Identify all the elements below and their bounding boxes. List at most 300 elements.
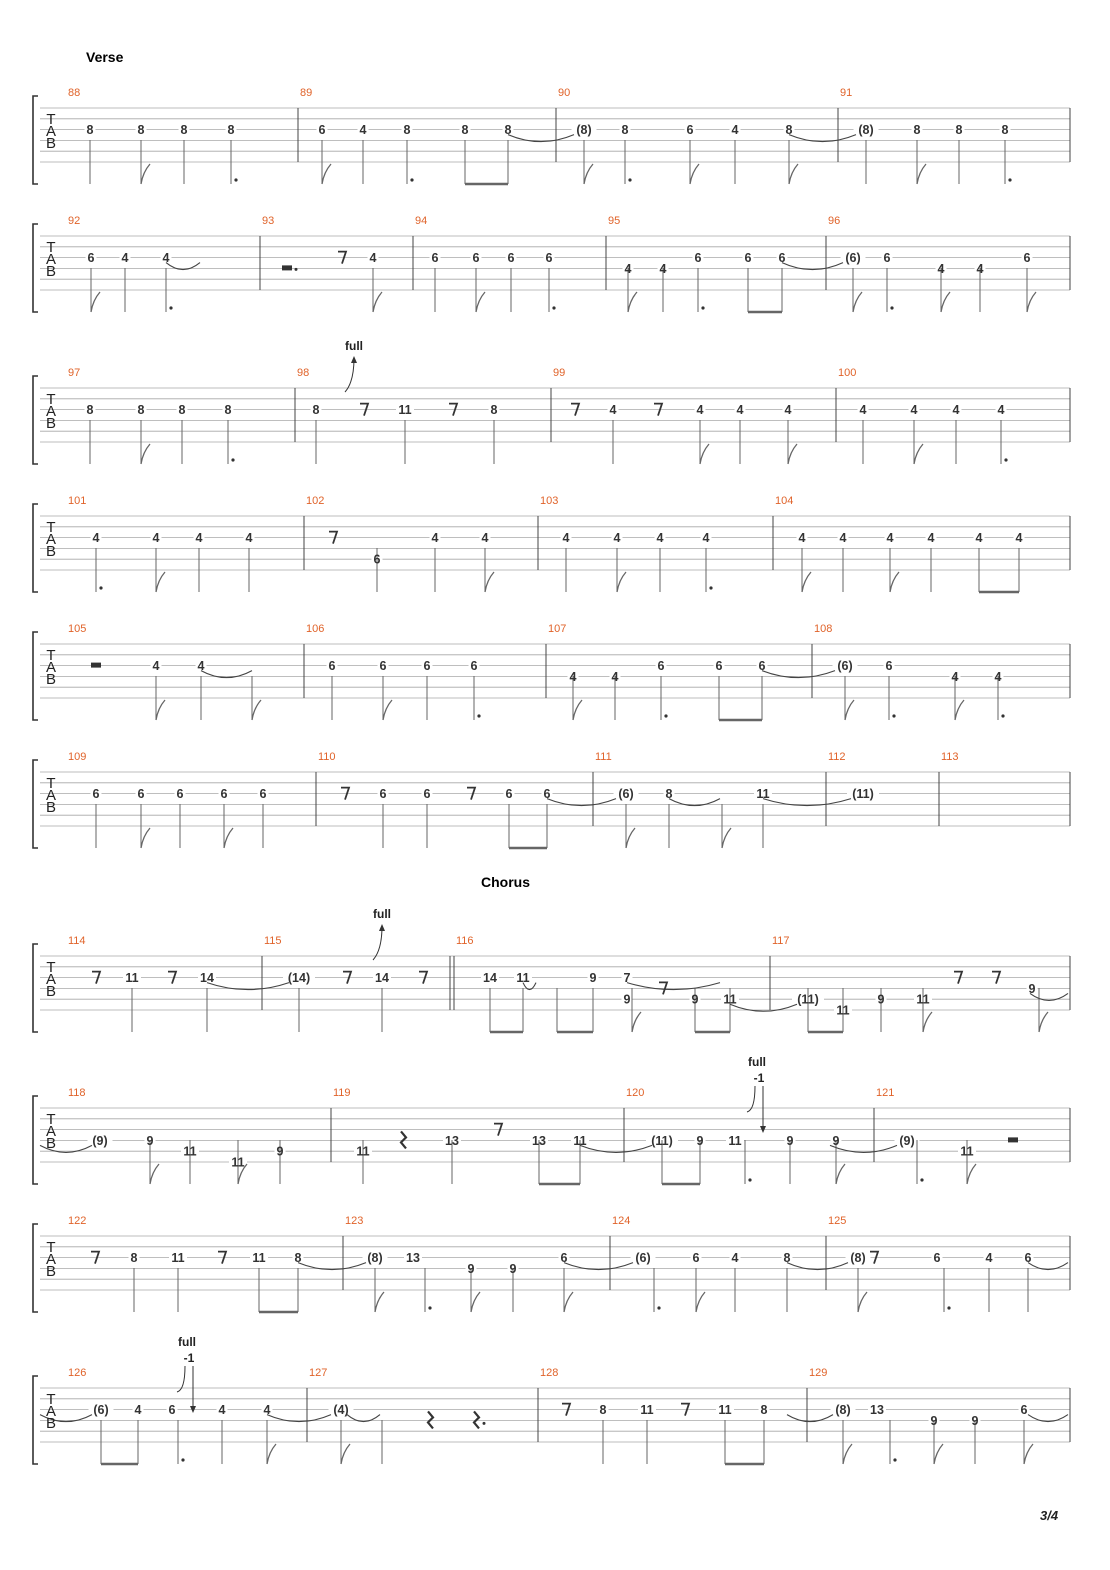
- tab-clef-letter: A: [45, 1403, 57, 1420]
- tab-clef-letter: A: [45, 123, 57, 140]
- measure-number: 113: [941, 751, 959, 763]
- eighth-flag: [564, 1292, 573, 1312]
- fret-number: 6: [1024, 1251, 1032, 1266]
- fret-number: (11): [651, 1133, 673, 1148]
- measure-number: 103: [540, 495, 559, 507]
- tab-clef-letter: B: [45, 263, 57, 280]
- duration-dot: [709, 586, 712, 589]
- eighth-flag: [853, 292, 862, 312]
- fret-number: 4: [659, 261, 667, 276]
- fret-number: (6): [618, 787, 634, 802]
- bend-release-label: -1: [183, 1351, 195, 1365]
- duration-dot: [1004, 458, 1007, 461]
- fret-number: 8: [783, 1251, 791, 1266]
- eighth-flag: [628, 292, 637, 312]
- fret-number: 6: [328, 659, 336, 674]
- fret-number: 8: [224, 403, 232, 418]
- fret-number: 6: [505, 787, 513, 802]
- duration-dot: [890, 306, 893, 309]
- fret-number: 6: [379, 659, 387, 674]
- fret-number: (9): [899, 1133, 915, 1148]
- fret-number: 9: [467, 1261, 475, 1276]
- tab-clef-letter: T: [46, 391, 56, 408]
- fret-number: 9: [877, 992, 885, 1007]
- bend-label: full: [345, 339, 363, 353]
- fret-number: 8: [312, 403, 320, 418]
- eighth-flag: [341, 1444, 350, 1464]
- eighth-flag: [267, 1444, 276, 1464]
- fret-number: 8: [180, 123, 188, 138]
- eighth-flag: [1039, 1012, 1048, 1032]
- duration-dot: [181, 1458, 184, 1461]
- eighth-flag: [632, 1012, 641, 1032]
- measure-number: 121: [876, 1087, 895, 1099]
- measure-number: 91: [840, 87, 853, 99]
- fret-number: 6: [470, 659, 478, 674]
- duration-dot: [295, 268, 298, 271]
- fret-number: 11: [252, 1251, 266, 1266]
- fret-number: (8): [850, 1251, 866, 1266]
- fret-number: 11: [171, 1251, 185, 1266]
- eighth-flag: [917, 164, 926, 184]
- fret-number: 6: [423, 659, 431, 674]
- fret-number: 8: [760, 1403, 768, 1418]
- eighth-flag: [617, 572, 626, 592]
- fret-number: 4: [997, 403, 1005, 418]
- duration-dot: [628, 178, 631, 181]
- tab-clef-letter: B: [45, 671, 57, 688]
- quarter-rest: [474, 1411, 479, 1428]
- tab-system: [33, 224, 1070, 312]
- tab-clef-letter: B: [45, 415, 57, 432]
- eighth-flag: [141, 164, 150, 184]
- fret-number: 6: [176, 787, 184, 802]
- tab-system: [33, 632, 1070, 720]
- fret-number: 6: [543, 787, 551, 802]
- tab-clef-letter: B: [45, 799, 57, 816]
- eighth-flag: [934, 1444, 943, 1464]
- fret-number: 8: [913, 123, 921, 138]
- measure-number: 89: [300, 87, 313, 99]
- measure-number: 125: [828, 1215, 847, 1227]
- fret-number: 4: [562, 531, 570, 546]
- fret-number: 4: [152, 659, 160, 674]
- fret-number: 11: [640, 1403, 654, 1418]
- eighth-flag: [383, 700, 392, 720]
- fret-number: 4: [937, 261, 945, 276]
- fret-number: 4: [736, 403, 744, 418]
- tab-system: [33, 1376, 1070, 1464]
- fret-number: 9: [589, 971, 597, 986]
- eighth-flag: [485, 572, 494, 592]
- staff-bracket: [33, 760, 38, 848]
- measure-number: 118: [68, 1087, 86, 1099]
- eighth-flag: [584, 164, 593, 184]
- fret-number: 9: [930, 1413, 938, 1428]
- fret-number: 6: [87, 251, 95, 266]
- duration-dot: [748, 1178, 751, 1181]
- fret-number: 11: [398, 403, 412, 418]
- fret-number: 6: [92, 787, 100, 802]
- fret-number: 6: [259, 787, 267, 802]
- duration-dot: [169, 306, 172, 309]
- tab-system: [33, 504, 1070, 592]
- fret-number: 4: [481, 531, 489, 546]
- fret-number: 4: [624, 261, 632, 276]
- eighth-flag: [322, 164, 331, 184]
- fret-number: 11: [125, 971, 139, 986]
- fret-number: 11: [516, 971, 530, 986]
- tab-clef-letter: A: [45, 659, 57, 676]
- eighth-flag: [836, 1164, 845, 1184]
- fret-number: 6: [758, 659, 766, 674]
- tab-system: [33, 376, 1070, 464]
- eighth-flag: [373, 292, 382, 312]
- fret-number: 8: [86, 123, 94, 138]
- staff-bracket: [33, 504, 38, 592]
- fret-number: 4: [731, 123, 739, 138]
- fret-number: 6: [168, 1403, 176, 1418]
- duration-dot: [892, 714, 895, 717]
- tab-clef-letter: A: [45, 403, 57, 420]
- fret-number: 4: [839, 531, 847, 546]
- tab-system: [33, 1224, 1070, 1312]
- duration-dot: [1001, 714, 1004, 717]
- duration-dot: [657, 1306, 660, 1309]
- fret-number: 11: [356, 1144, 370, 1159]
- fret-number: (9): [92, 1133, 108, 1148]
- eighth-flag: [967, 1164, 976, 1184]
- tab-clef-letter: B: [45, 1263, 57, 1280]
- eighth-flag: [626, 828, 635, 848]
- duration-dot: [477, 714, 480, 717]
- eighth-flag: [156, 572, 165, 592]
- measure-number: 98: [297, 367, 310, 379]
- fret-number: 6: [379, 787, 387, 802]
- eighth-flag: [923, 1012, 932, 1032]
- fret-number: 7: [623, 971, 631, 986]
- fret-number: 4: [985, 1251, 993, 1266]
- staff-bracket: [33, 1224, 38, 1312]
- fret-number: 9: [1028, 981, 1036, 996]
- eighth-flag: [224, 828, 233, 848]
- fret-number: 8: [130, 1251, 138, 1266]
- eighth-flag: [476, 292, 485, 312]
- fret-number: 4: [927, 531, 935, 546]
- duration-dot: [483, 1422, 486, 1425]
- duration-dot: [701, 306, 704, 309]
- tab-clef-letter: T: [46, 959, 56, 976]
- fret-number: 13: [406, 1251, 420, 1266]
- fret-number: 8: [665, 787, 673, 802]
- eighth-flag: [471, 1292, 480, 1312]
- measure-number: 109: [68, 751, 87, 763]
- tab-clef-letter: T: [46, 1239, 56, 1256]
- fret-number: (6): [93, 1403, 109, 1418]
- eighth-flag: [858, 1292, 867, 1312]
- fret-number: 9: [832, 1133, 840, 1148]
- measure-number: 119: [333, 1087, 351, 1099]
- fret-number: 8: [178, 403, 186, 418]
- fret-number: 9: [691, 992, 699, 1007]
- duration-dot: [947, 1306, 950, 1309]
- eighth-flag: [375, 1292, 384, 1312]
- tab-clef-letter: T: [46, 1391, 56, 1408]
- fret-number: 6: [423, 787, 431, 802]
- fret-number: 13: [870, 1403, 884, 1418]
- fret-number: 8: [461, 123, 469, 138]
- fret-number: 6: [318, 123, 326, 138]
- measure-number: 105: [68, 623, 87, 635]
- eighth-flag: [573, 700, 582, 720]
- fret-number: 4: [886, 531, 894, 546]
- fret-number: 4: [263, 1403, 271, 1418]
- fret-number: 11: [723, 992, 737, 1007]
- eighth-flag: [843, 1444, 852, 1464]
- tab-clef-letter: T: [46, 647, 56, 664]
- fret-number: (8): [576, 123, 592, 138]
- measure-number: 93: [262, 215, 275, 227]
- fret-number: 8: [227, 123, 235, 138]
- fret-number: 6: [137, 787, 145, 802]
- eighth-flag: [722, 828, 731, 848]
- fret-number: 4: [431, 531, 439, 546]
- fret-number: 6: [560, 1251, 568, 1266]
- fret-number: 4: [731, 1251, 739, 1266]
- fret-number: 4: [994, 669, 1002, 684]
- fret-number: 11: [916, 992, 930, 1007]
- bend-release-label: -1: [753, 1071, 765, 1085]
- fret-number: 11: [836, 1003, 850, 1018]
- fret-number: 11: [728, 1133, 742, 1148]
- quarter-rest: [401, 1131, 406, 1148]
- quarter-rest: [428, 1411, 433, 1428]
- tab-clef-letter: A: [45, 1251, 57, 1268]
- fret-number: 9: [509, 1261, 517, 1276]
- fret-number: 6: [431, 251, 439, 266]
- eighth-flag: [252, 700, 261, 720]
- fret-number: 8: [403, 123, 411, 138]
- fret-number: 4: [656, 531, 664, 546]
- fret-number: 6: [1023, 251, 1031, 266]
- measure-number: 110: [318, 751, 336, 763]
- fret-number: (14): [287, 971, 311, 986]
- duration-dot: [231, 458, 234, 461]
- fret-number: 6: [373, 552, 381, 567]
- fret-number: 9: [786, 1133, 794, 1148]
- measure-number: 114: [68, 935, 86, 947]
- fret-number: 14: [375, 971, 389, 986]
- staff-bracket: [33, 376, 38, 464]
- fret-number: 4: [134, 1403, 142, 1418]
- measure-number: 112: [828, 751, 846, 763]
- eighth-flag: [914, 444, 923, 464]
- fret-number: 8: [955, 123, 963, 138]
- duration-dot: [664, 714, 667, 717]
- fret-number: 4: [195, 531, 203, 546]
- fret-number: (8): [367, 1251, 383, 1266]
- measure-number: 102: [306, 495, 325, 507]
- fret-number: (8): [835, 1403, 851, 1418]
- fret-number: 4: [702, 531, 710, 546]
- fret-number: 8: [137, 403, 145, 418]
- fret-number: 6: [545, 251, 553, 266]
- fret-number: 4: [1015, 531, 1023, 546]
- fret-number: 6: [1020, 1403, 1028, 1418]
- fret-number: 13: [532, 1133, 546, 1148]
- eighth-flag: [141, 444, 150, 464]
- bend-arrow: [345, 358, 354, 392]
- bend-label: full: [373, 907, 391, 921]
- measure-number: 99: [553, 367, 566, 379]
- eighth-flag: [955, 700, 964, 720]
- tab-clef-letter: B: [45, 543, 57, 560]
- fret-number: 4: [569, 669, 577, 684]
- fret-number: 6: [657, 659, 665, 674]
- tab-clef-letter: A: [45, 251, 57, 268]
- half-rest: [282, 265, 292, 270]
- fret-number: 8: [1001, 123, 1009, 138]
- tab-clef-letter: T: [46, 239, 56, 256]
- section-label: Verse: [86, 49, 124, 65]
- tab-clef-letter: B: [45, 135, 57, 152]
- measure-number: 126: [68, 1367, 87, 1379]
- staff-bracket: [33, 224, 38, 312]
- fret-number: 6: [744, 251, 752, 266]
- eighth-flag: [1024, 1444, 1033, 1464]
- fret-number: 6: [694, 251, 702, 266]
- fret-number: (4): [333, 1403, 349, 1418]
- eighth-flag: [788, 444, 797, 464]
- duration-dot: [99, 586, 102, 589]
- fret-number: (11): [852, 787, 874, 802]
- tab-system: [33, 760, 1070, 848]
- tab-clef-letter: B: [45, 1415, 57, 1432]
- eighth-flag: [91, 292, 100, 312]
- duration-dot: [428, 1306, 431, 1309]
- fret-number: 4: [798, 531, 806, 546]
- fret-number: 4: [951, 669, 959, 684]
- fret-number: 6: [883, 251, 891, 266]
- fret-number: 4: [218, 1403, 226, 1418]
- staff-bracket: [33, 1096, 38, 1184]
- fret-number: 11: [756, 787, 770, 802]
- tab-clef-letter: T: [46, 519, 56, 536]
- fret-number: 4: [609, 403, 617, 418]
- fret-number: 6: [885, 659, 893, 674]
- fret-number: 9: [276, 1144, 284, 1159]
- eighth-flag: [845, 700, 854, 720]
- fret-number: 9: [971, 1413, 979, 1428]
- fret-number: 4: [910, 403, 918, 418]
- measure-number: 107: [548, 623, 567, 635]
- fret-number: 14: [200, 971, 214, 986]
- measure-number: 115: [264, 935, 282, 947]
- fret-number: 8: [86, 403, 94, 418]
- fret-number: 13: [445, 1133, 459, 1148]
- fret-number: 4: [92, 531, 100, 546]
- fret-number: 4: [245, 531, 253, 546]
- staff-bracket: [33, 1376, 38, 1464]
- fret-number: 4: [359, 123, 367, 138]
- bend-arrow: [373, 926, 382, 960]
- staff-bracket: [33, 96, 38, 184]
- fret-number: 9: [146, 1133, 154, 1148]
- fret-number: 6: [715, 659, 723, 674]
- eighth-flag: [690, 164, 699, 184]
- duration-dot: [920, 1178, 923, 1181]
- eighth-flag: [150, 1164, 159, 1184]
- fret-number: 4: [613, 531, 621, 546]
- duration-dot: [893, 1458, 896, 1461]
- half-rest: [91, 663, 101, 668]
- tab-clef-letter: A: [45, 1123, 57, 1140]
- bend-arrowhead: [379, 924, 385, 931]
- tab-clef-letter: B: [45, 1135, 57, 1152]
- tab-clef-letter: B: [45, 983, 57, 1000]
- eighth-flag: [802, 572, 811, 592]
- fret-number: 9: [696, 1133, 704, 1148]
- eighth-flag: [141, 828, 150, 848]
- fret-number: 4: [975, 531, 983, 546]
- bend-label: full: [748, 1055, 766, 1069]
- fret-number: 4: [784, 403, 792, 418]
- fret-number: 4: [152, 531, 160, 546]
- fret-number: 11: [573, 1133, 587, 1148]
- section-label: Chorus: [481, 874, 530, 890]
- eighth-flag: [156, 700, 165, 720]
- eighth-flag: [890, 572, 899, 592]
- measure-number: 117: [772, 935, 790, 947]
- fret-number: 6: [507, 251, 515, 266]
- measure-number: 104: [775, 495, 794, 507]
- fret-number: 4: [162, 251, 170, 266]
- bend-label: full: [178, 1335, 196, 1349]
- fret-number: 8: [137, 123, 145, 138]
- fret-number: 4: [121, 251, 129, 266]
- fret-number: 6: [778, 251, 786, 266]
- eighth-flag: [696, 1292, 705, 1312]
- fret-number: 11: [960, 1144, 974, 1159]
- fret-number: 6: [692, 1251, 700, 1266]
- staff-bracket: [33, 944, 38, 1032]
- eighth-flag: [789, 164, 798, 184]
- fret-number: 4: [859, 403, 867, 418]
- tab-clef-letter: A: [45, 787, 57, 804]
- duration-dot: [234, 178, 237, 181]
- tab-system: [33, 96, 1070, 184]
- fret-number: 11: [718, 1403, 732, 1418]
- staff-bracket: [33, 632, 38, 720]
- tab-clef-letter: A: [45, 971, 57, 988]
- measure-number: 108: [814, 623, 833, 635]
- fret-number: 4: [696, 403, 704, 418]
- measure-number: 111: [595, 751, 612, 763]
- fret-number: 8: [621, 123, 629, 138]
- fret-number: 6: [220, 787, 228, 802]
- measure-number: 106: [306, 623, 325, 635]
- measure-number: 95: [608, 215, 621, 227]
- measure-number: 90: [558, 87, 571, 99]
- fret-number: (11): [797, 992, 819, 1007]
- duration-dot: [552, 306, 555, 309]
- half-rest: [1008, 1137, 1018, 1142]
- fret-number: 11: [183, 1144, 197, 1159]
- fret-number: 8: [599, 1403, 607, 1418]
- measure-number: 97: [68, 367, 81, 379]
- measure-number: 96: [828, 215, 841, 227]
- measure-number: 124: [612, 1215, 631, 1227]
